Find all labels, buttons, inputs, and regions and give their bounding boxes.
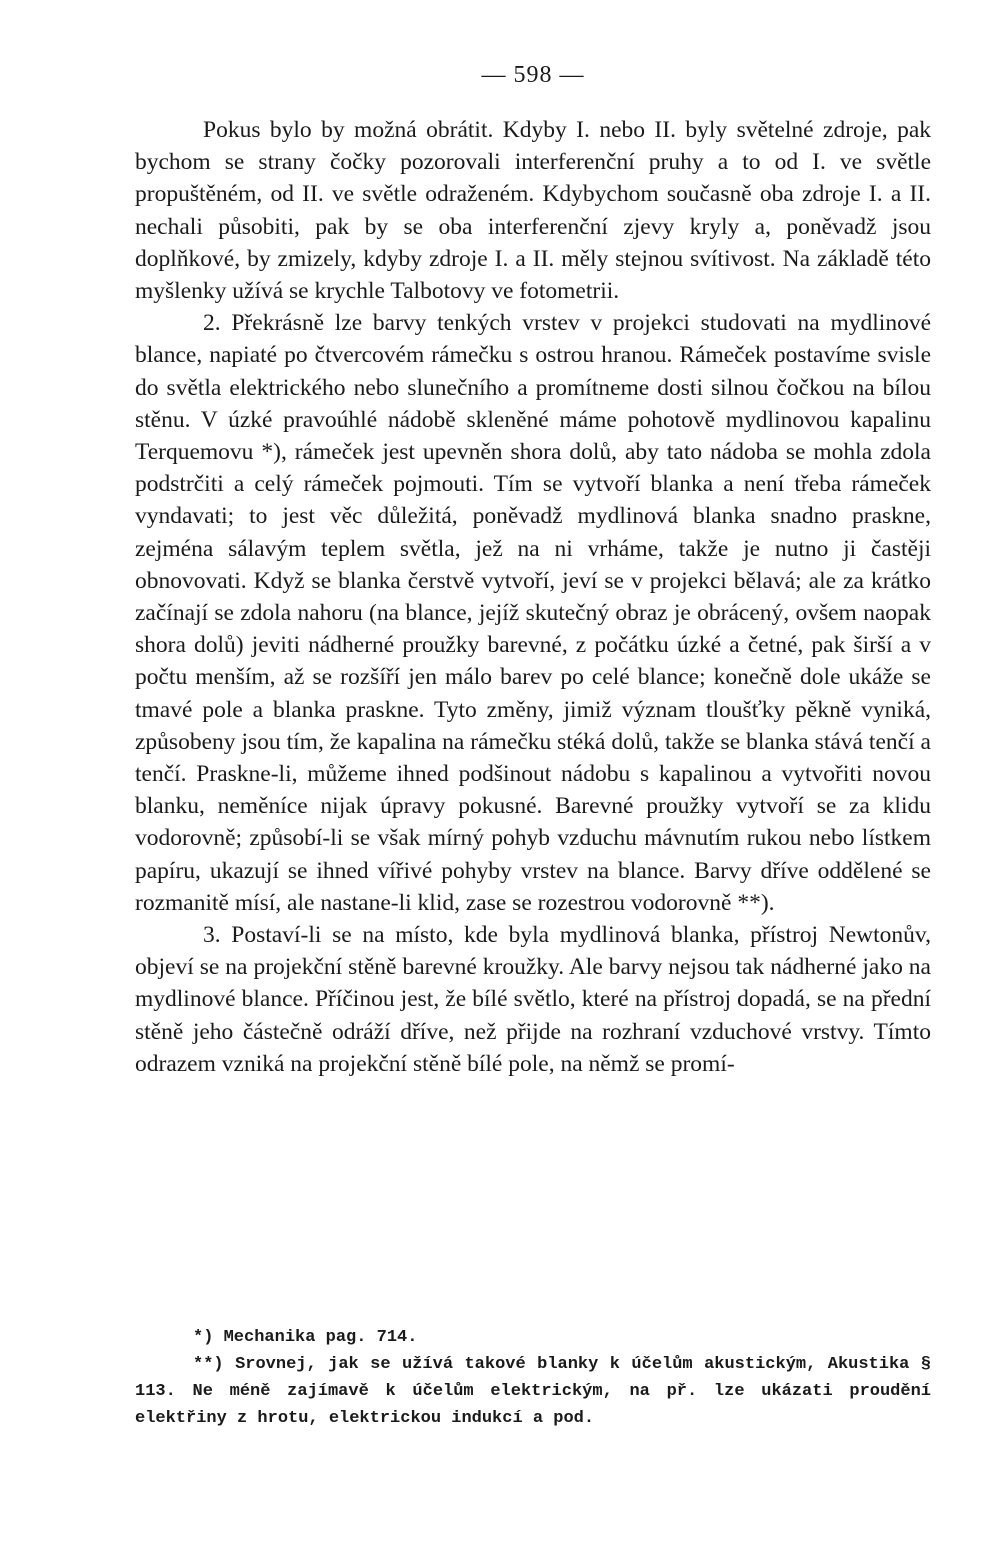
footnote-text: Mechanika pag. 714.	[223, 1328, 418, 1347]
paragraph: Pokus bylo by možná obrátit. Kdyby I. nebo II. byly světelné zdroje, pak bychom se strany čočky pozorovali interferenční pruhy a to od I. ve světle propuštěném, od II. ve světle odraženém. Kdybychom současně oba zdroje I. a II. nechali působiti, pak by se oba interferenční zjevy kryly a, poněvadž jsou doplňkové, by zmizely, kdyby zdroje I. a II. měly stejnou svítivost. Na základě této myšlenky užívá se krychle Talbotovy ve fotometrii.	[135, 117, 931, 305]
footnote	[135, 1351, 931, 1432]
footnote-marker: **)	[193, 1355, 224, 1374]
paragraph: 3. Postaví-li se na místo, kde byla mydlinová blanka, přístroj Newtonův, objeví se na projekční stěně barevné kroužky. Ale barvy nejsou tak nádherné jako na mydlinové blance. Příčinou jest, že bílé světlo, které na přístroj dopadá, se na přední stěně jeho částečně odráží dříve, než přijde na rozhraní vzduchové vrstvy. Tímto odrazem vzniká na projekční stěně bílé pole, na němž se promí-	[135, 922, 931, 1077]
footnote-marker: *)	[193, 1328, 214, 1347]
footnote-text: Srovnej, jak se užívá takové blanky k účelům akustickým, Akustika § 113. Ne méně zajímavě k účelům elektrickým, na př. lze ukázati proudění elektřiny z hrotu, elektrickou indukcí a pod.	[135, 1355, 932, 1428]
footnote	[135, 1324, 931, 1351]
paragraph: 2. Překrásně lze barvy tenkých vrstev v projekci studovati na mydlinové blance, napiaté po čtvercovém rámečku s ostrou hranou. Rámeček postavíme svisle do světla elektrického nebo slunečního a promítneme dosti silnou čočkou na bílou stěnu. V úzké pravoúhlé nádobě skleněné máme pohotově mydlinovou kapalinu Terquemovu *), rámeček jest upevněn shora dolů, aby tato nádoba se mohla zdola podstrčiti a celý rámeček pojmouti. Tím se vytvoří blanka a není třeba rámeček vyndavati; to jest věc důležitá, poněvadž mydlinová blanka snadno praskne, zejména sálavým teplem světla, jež na ni vrháme, takže je nutno ji častěji obnovovati. Když se blanka čerstvě vytvoří, jeví se v projekci bělavá; ale za krátko začínají se zdola nahoru (na blance, jejíž skutečný obraz je obrácený, ovšem naopak shora dolů) jeviti nádherné proužky barevné, z počátku úzké a četné, pak širší a v počtu menším, až se rozšíří jen málo barev po celé blance; konečně dole ukáže se tmavé pole a blanka praskne. Tyto změny, jimiž význam tloušťky pěkně vyniká, způsobeny jsou tím, že kapalina na rámečku stéká dolů, takže se blanka stává tenčí a tenčí. Praskne-li, můžeme ihned podšinout nádobu s kapalinou a vytvořiti novou blanku, neměníce nijak úpravy pokusné. Barevné proužky vytvoří se za klidu vodorovně; způsobí-li se však mírný pohyb vzduchu mávnutím rukou nebo lístkem papíru, ukazují se ihned vířivé pohyby vrstev na blance. Barvy dříve oddělené se rozmanitě mísí, ale nastane-li klid, zase se rozestrou vodorovně **).	[135, 310, 931, 916]
page-body	[135, 58, 931, 1080]
footnotes	[135, 1324, 931, 1432]
page-number: — 598 —	[481, 62, 585, 88]
